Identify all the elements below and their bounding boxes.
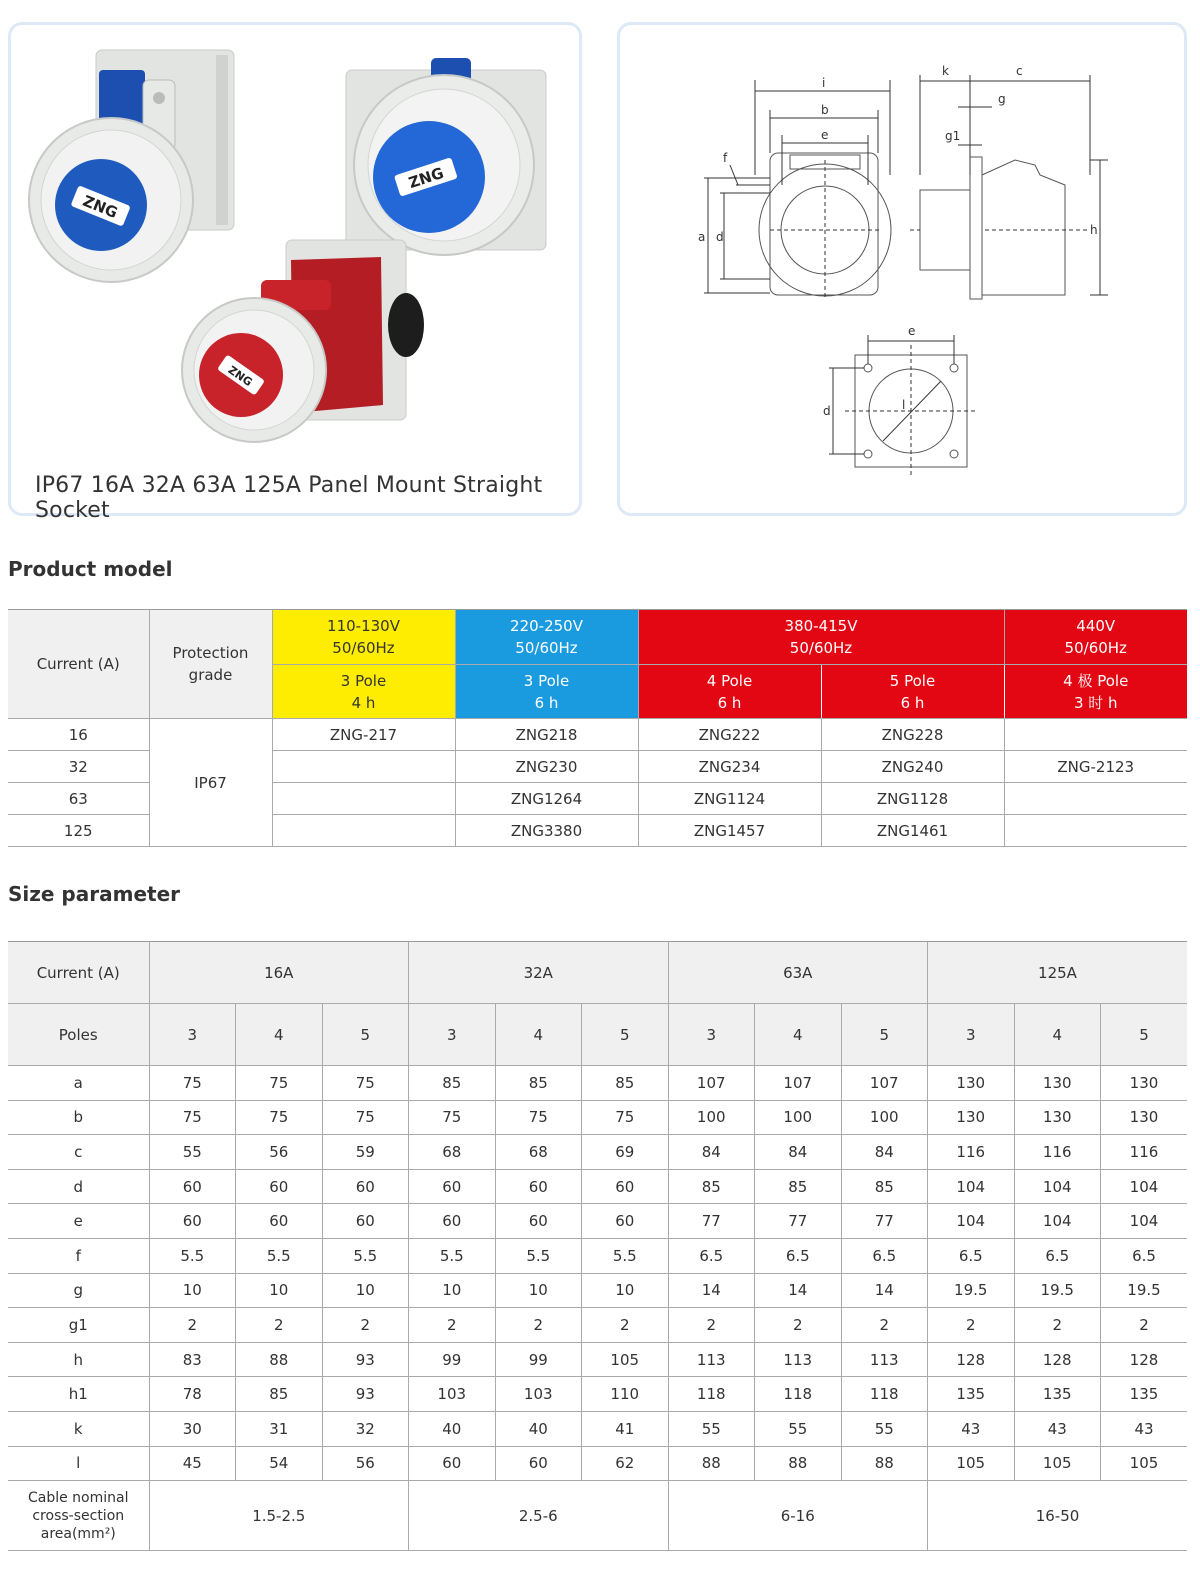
pole-count: 3 <box>668 1004 755 1066</box>
param-value: 45 <box>149 1446 236 1481</box>
param-value: 60 <box>236 1204 323 1239</box>
svg-text:h: h <box>1090 223 1098 237</box>
svg-text:g: g <box>998 92 1006 106</box>
red-socket <box>182 240 424 442</box>
param-value: 75 <box>322 1066 409 1101</box>
param-value: 103 <box>409 1377 496 1412</box>
param-value: 84 <box>668 1135 755 1170</box>
param-value: 107 <box>755 1066 842 1101</box>
header-current: Current (A) <box>8 942 149 1004</box>
cable-row <box>8 1481 1187 1551</box>
param-value: 135 <box>1014 1377 1101 1412</box>
param-name: b <box>8 1100 149 1135</box>
param-value: 60 <box>236 1169 323 1204</box>
param-value: 130 <box>1101 1066 1188 1101</box>
param-name: l <box>8 1446 149 1481</box>
param-value: 105 <box>582 1342 669 1377</box>
header-poles: Poles <box>8 1004 149 1066</box>
voltage-110: 110-130V 50/60Hz <box>272 610 455 665</box>
param-value: 75 <box>582 1100 669 1135</box>
size-parameter-table <box>8 941 1187 1551</box>
pole-cell: 3 Pole 6 h <box>455 665 638 719</box>
param-value: 5.5 <box>409 1238 496 1273</box>
param-value: 110 <box>582 1377 669 1412</box>
protection-grade: IP67 <box>149 719 272 847</box>
param-value: 60 <box>495 1169 582 1204</box>
param-value: 2 <box>236 1308 323 1343</box>
param-value: 10 <box>149 1273 236 1308</box>
param-value: 75 <box>236 1066 323 1101</box>
param-value: 118 <box>841 1377 928 1412</box>
param-value: 77 <box>668 1204 755 1239</box>
param-value: 85 <box>236 1377 323 1412</box>
plate-view <box>823 324 975 477</box>
param-value: 55 <box>668 1411 755 1446</box>
param-value: 85 <box>668 1169 755 1204</box>
table-row: 16 IP67 ZNG-217 ZNG218 ZNG222 ZNG228 <box>8 719 1187 751</box>
param-value: 31 <box>236 1411 323 1446</box>
pole-count: 4 <box>1014 1004 1101 1066</box>
table-row <box>8 1342 1187 1377</box>
param-value: 6.5 <box>1101 1238 1188 1273</box>
svg-text:g1: g1 <box>945 129 961 143</box>
param-value: 75 <box>236 1100 323 1135</box>
param-value: 68 <box>495 1135 582 1170</box>
cable-value: 1.5-2.5 <box>149 1481 409 1551</box>
param-value: 56 <box>236 1135 323 1170</box>
table-row <box>8 1308 1187 1343</box>
param-value: 60 <box>582 1169 669 1204</box>
param-value: 40 <box>409 1411 496 1446</box>
param-value: 93 <box>322 1342 409 1377</box>
svg-text:d: d <box>716 230 724 244</box>
param-value: 6.5 <box>841 1238 928 1273</box>
param-value: 10 <box>409 1273 496 1308</box>
param-value: 60 <box>322 1204 409 1239</box>
param-value: 6.5 <box>668 1238 755 1273</box>
table-row: 63 ZNG1264 ZNG1124 ZNG1128 <box>8 783 1187 815</box>
param-value: 19.5 <box>1101 1273 1188 1308</box>
param-value: 88 <box>236 1342 323 1377</box>
param-value: 113 <box>841 1342 928 1377</box>
param-value: 75 <box>149 1066 236 1101</box>
param-value: 59 <box>322 1135 409 1170</box>
side-view <box>910 64 1108 299</box>
pole-count: 5 <box>841 1004 928 1066</box>
pole-count: 4 <box>755 1004 842 1066</box>
param-value: 30 <box>149 1411 236 1446</box>
param-value: 10 <box>495 1273 582 1308</box>
table-row <box>8 1273 1187 1308</box>
param-value: 99 <box>495 1342 582 1377</box>
param-value: 128 <box>928 1342 1015 1377</box>
param-value: 75 <box>409 1100 496 1135</box>
param-value: 130 <box>928 1066 1015 1101</box>
param-value: 85 <box>755 1169 842 1204</box>
current-group-header: 125A <box>928 942 1188 1004</box>
param-value: 75 <box>149 1100 236 1135</box>
svg-text:ZNG: ZNG <box>225 363 255 390</box>
param-value: 60 <box>149 1204 236 1239</box>
svg-text:e: e <box>908 324 916 338</box>
cable-label: Cable nominal cross-section area(mm²) <box>8 1481 149 1551</box>
param-value: 60 <box>495 1446 582 1481</box>
param-value: 100 <box>755 1100 842 1135</box>
param-value: 60 <box>149 1169 236 1204</box>
table-row: 125 ZNG3380 ZNG1457 ZNG1461 <box>8 815 1187 847</box>
param-name: g <box>8 1273 149 1308</box>
param-value: 14 <box>755 1273 842 1308</box>
param-value: 88 <box>668 1446 755 1481</box>
pole-count: 5 <box>1101 1004 1188 1066</box>
table-row <box>8 1066 1187 1101</box>
product-photo <box>11 25 579 513</box>
param-value: 2 <box>409 1308 496 1343</box>
param-value: 105 <box>1014 1446 1101 1481</box>
param-value: 43 <box>928 1411 1015 1446</box>
cable-value: 2.5-6 <box>409 1481 669 1551</box>
param-value: 77 <box>841 1204 928 1239</box>
param-value: 60 <box>409 1446 496 1481</box>
param-value: 130 <box>1014 1066 1101 1101</box>
table-row <box>8 1100 1187 1135</box>
param-value: 56 <box>322 1446 409 1481</box>
param-value: 104 <box>1101 1204 1188 1239</box>
pole-count: 3 <box>409 1004 496 1066</box>
param-value: 2 <box>1014 1308 1101 1343</box>
param-value: 60 <box>495 1204 582 1239</box>
current-group-header: 63A <box>668 942 928 1004</box>
param-value: 41 <box>582 1411 669 1446</box>
param-value: 10 <box>236 1273 323 1308</box>
param-name: h1 <box>8 1377 149 1412</box>
param-value: 40 <box>495 1411 582 1446</box>
pole-count: 5 <box>582 1004 669 1066</box>
pole-count: 5 <box>322 1004 409 1066</box>
param-value: 6.5 <box>755 1238 842 1273</box>
voltage-row <box>8 610 1187 665</box>
param-value: 2 <box>755 1308 842 1343</box>
param-value: 93 <box>322 1377 409 1412</box>
param-value: 99 <box>409 1342 496 1377</box>
param-value: 60 <box>409 1169 496 1204</box>
pole-count: 4 <box>495 1004 582 1066</box>
svg-text:c: c <box>1016 64 1023 78</box>
product-model-title: Product model <box>8 557 173 581</box>
param-value: 10 <box>582 1273 669 1308</box>
param-value: 103 <box>495 1377 582 1412</box>
param-value: 62 <box>582 1446 669 1481</box>
param-value: 5.5 <box>582 1238 669 1273</box>
svg-text:d: d <box>823 404 831 418</box>
pole-cell: 4 Pole 6 h <box>638 665 821 719</box>
param-value: 19.5 <box>1014 1273 1101 1308</box>
param-value: 130 <box>928 1100 1015 1135</box>
param-value: 104 <box>1101 1169 1188 1204</box>
param-value: 60 <box>409 1204 496 1239</box>
param-value: 118 <box>668 1377 755 1412</box>
param-value: 6.5 <box>928 1238 1015 1273</box>
svg-text:f: f <box>723 151 728 165</box>
param-value: 78 <box>149 1377 236 1412</box>
pole-cell: 4 极 Pole 3 时 h <box>1004 665 1187 719</box>
param-value: 2 <box>668 1308 755 1343</box>
product-caption: IP67 16A 32A 63A 125A Panel Mount Straight Socket <box>35 473 543 523</box>
param-value: 2 <box>322 1308 409 1343</box>
param-value: 68 <box>409 1135 496 1170</box>
svg-text:b: b <box>821 103 829 117</box>
param-value: 60 <box>582 1204 669 1239</box>
param-name: a <box>8 1066 149 1101</box>
param-value: 5.5 <box>236 1238 323 1273</box>
param-value: 104 <box>1014 1204 1101 1239</box>
svg-text:ZNG: ZNG <box>406 163 446 193</box>
param-value: 135 <box>1101 1377 1188 1412</box>
param-value: 19.5 <box>928 1273 1015 1308</box>
param-value: 128 <box>1014 1342 1101 1377</box>
pole-count: 3 <box>928 1004 1015 1066</box>
param-value: 113 <box>668 1342 755 1377</box>
param-value: 100 <box>841 1100 928 1135</box>
param-value: 2 <box>928 1308 1015 1343</box>
param-name: c <box>8 1135 149 1170</box>
front-view <box>698 76 891 300</box>
param-value: 55 <box>755 1411 842 1446</box>
param-value: 105 <box>1101 1446 1188 1481</box>
param-name: k <box>8 1411 149 1446</box>
param-value: 100 <box>668 1100 755 1135</box>
param-name: f <box>8 1238 149 1273</box>
param-value: 83 <box>149 1342 236 1377</box>
param-value: 104 <box>928 1204 1015 1239</box>
pole-cell: 3 Pole 4 h <box>272 665 455 719</box>
param-value: 6.5 <box>1014 1238 1101 1273</box>
param-value: 116 <box>928 1135 1015 1170</box>
param-name: h <box>8 1342 149 1377</box>
table-row <box>8 1169 1187 1204</box>
param-value: 135 <box>928 1377 1015 1412</box>
param-value: 43 <box>1014 1411 1101 1446</box>
param-value: 107 <box>668 1066 755 1101</box>
voltage-220: 220-250V 50/60Hz <box>455 610 638 665</box>
param-name: g1 <box>8 1308 149 1343</box>
param-value: 32 <box>322 1411 409 1446</box>
param-value: 54 <box>236 1446 323 1481</box>
param-value: 85 <box>841 1169 928 1204</box>
table-row <box>8 1411 1187 1446</box>
svg-text:k: k <box>942 64 949 78</box>
svg-text:l: l <box>902 398 906 412</box>
param-value: 5.5 <box>149 1238 236 1273</box>
table-row <box>8 1204 1187 1239</box>
param-value: 77 <box>755 1204 842 1239</box>
dimension-drawing <box>620 25 1184 513</box>
param-value: 60 <box>322 1169 409 1204</box>
param-value: 2 <box>149 1308 236 1343</box>
pole-count: 4 <box>236 1004 323 1066</box>
current-group-header: 32A <box>409 942 669 1004</box>
param-value: 88 <box>755 1446 842 1481</box>
pole-count: 3 <box>149 1004 236 1066</box>
param-value: 10 <box>322 1273 409 1308</box>
svg-text:i: i <box>822 76 826 90</box>
table-row <box>8 1377 1187 1412</box>
param-name: d <box>8 1169 149 1204</box>
param-value: 104 <box>1014 1169 1101 1204</box>
param-value: 55 <box>841 1411 928 1446</box>
param-value: 2 <box>841 1308 928 1343</box>
cable-value: 6-16 <box>668 1481 928 1551</box>
table-row: 32 ZNG230 ZNG234 ZNG240 ZNG-2123 <box>8 751 1187 783</box>
param-value: 105 <box>928 1446 1015 1481</box>
header-current: Current (A) <box>8 610 149 719</box>
current-header-row <box>8 942 1187 1004</box>
param-value: 2 <box>1101 1308 1188 1343</box>
param-value: 5.5 <box>495 1238 582 1273</box>
param-value: 130 <box>1014 1100 1101 1135</box>
param-value: 113 <box>755 1342 842 1377</box>
param-value: 116 <box>1101 1135 1188 1170</box>
brand-logo-text: ZNG <box>80 191 121 222</box>
param-value: 128 <box>1101 1342 1188 1377</box>
svg-text:e: e <box>821 128 829 142</box>
param-value: 104 <box>928 1169 1015 1204</box>
blue-socket-left <box>29 50 234 282</box>
param-value: 107 <box>841 1066 928 1101</box>
param-value: 75 <box>322 1100 409 1135</box>
param-value: 88 <box>841 1446 928 1481</box>
param-value: 2 <box>582 1308 669 1343</box>
param-value: 118 <box>755 1377 842 1412</box>
header-protection: Protection grade <box>149 610 272 719</box>
param-value: 85 <box>409 1066 496 1101</box>
table-row <box>8 1238 1187 1273</box>
param-value: 55 <box>149 1135 236 1170</box>
size-parameter-title: Size parameter <box>8 882 180 906</box>
current-group-header: 16A <box>149 942 409 1004</box>
param-value: 14 <box>668 1273 755 1308</box>
param-value: 75 <box>495 1100 582 1135</box>
product-photo-panel <box>8 22 582 523</box>
param-value: 85 <box>582 1066 669 1101</box>
param-value: 85 <box>495 1066 582 1101</box>
param-value: 14 <box>841 1273 928 1308</box>
param-value: 84 <box>755 1135 842 1170</box>
param-value: 43 <box>1101 1411 1188 1446</box>
param-value: 2 <box>495 1308 582 1343</box>
svg-text:a: a <box>698 230 706 244</box>
param-value: 116 <box>1014 1135 1101 1170</box>
table-row <box>8 1446 1187 1481</box>
cable-value: 16-50 <box>928 1481 1188 1551</box>
voltage-380: 380-415V 50/60Hz <box>638 610 1004 665</box>
param-value: 84 <box>841 1135 928 1170</box>
param-name: e <box>8 1204 149 1239</box>
param-value: 69 <box>582 1135 669 1170</box>
table-row <box>8 1135 1187 1170</box>
param-value: 5.5 <box>322 1238 409 1273</box>
param-value: 130 <box>1101 1100 1188 1135</box>
voltage-440: 440V 50/60Hz <box>1004 610 1187 665</box>
dimension-drawing-panel <box>617 22 1187 516</box>
pole-cell: 5 Pole 6 h <box>821 665 1004 719</box>
blue-socket-right <box>346 58 546 255</box>
product-model-table <box>8 609 1187 847</box>
poles-header-row <box>8 1004 1187 1066</box>
